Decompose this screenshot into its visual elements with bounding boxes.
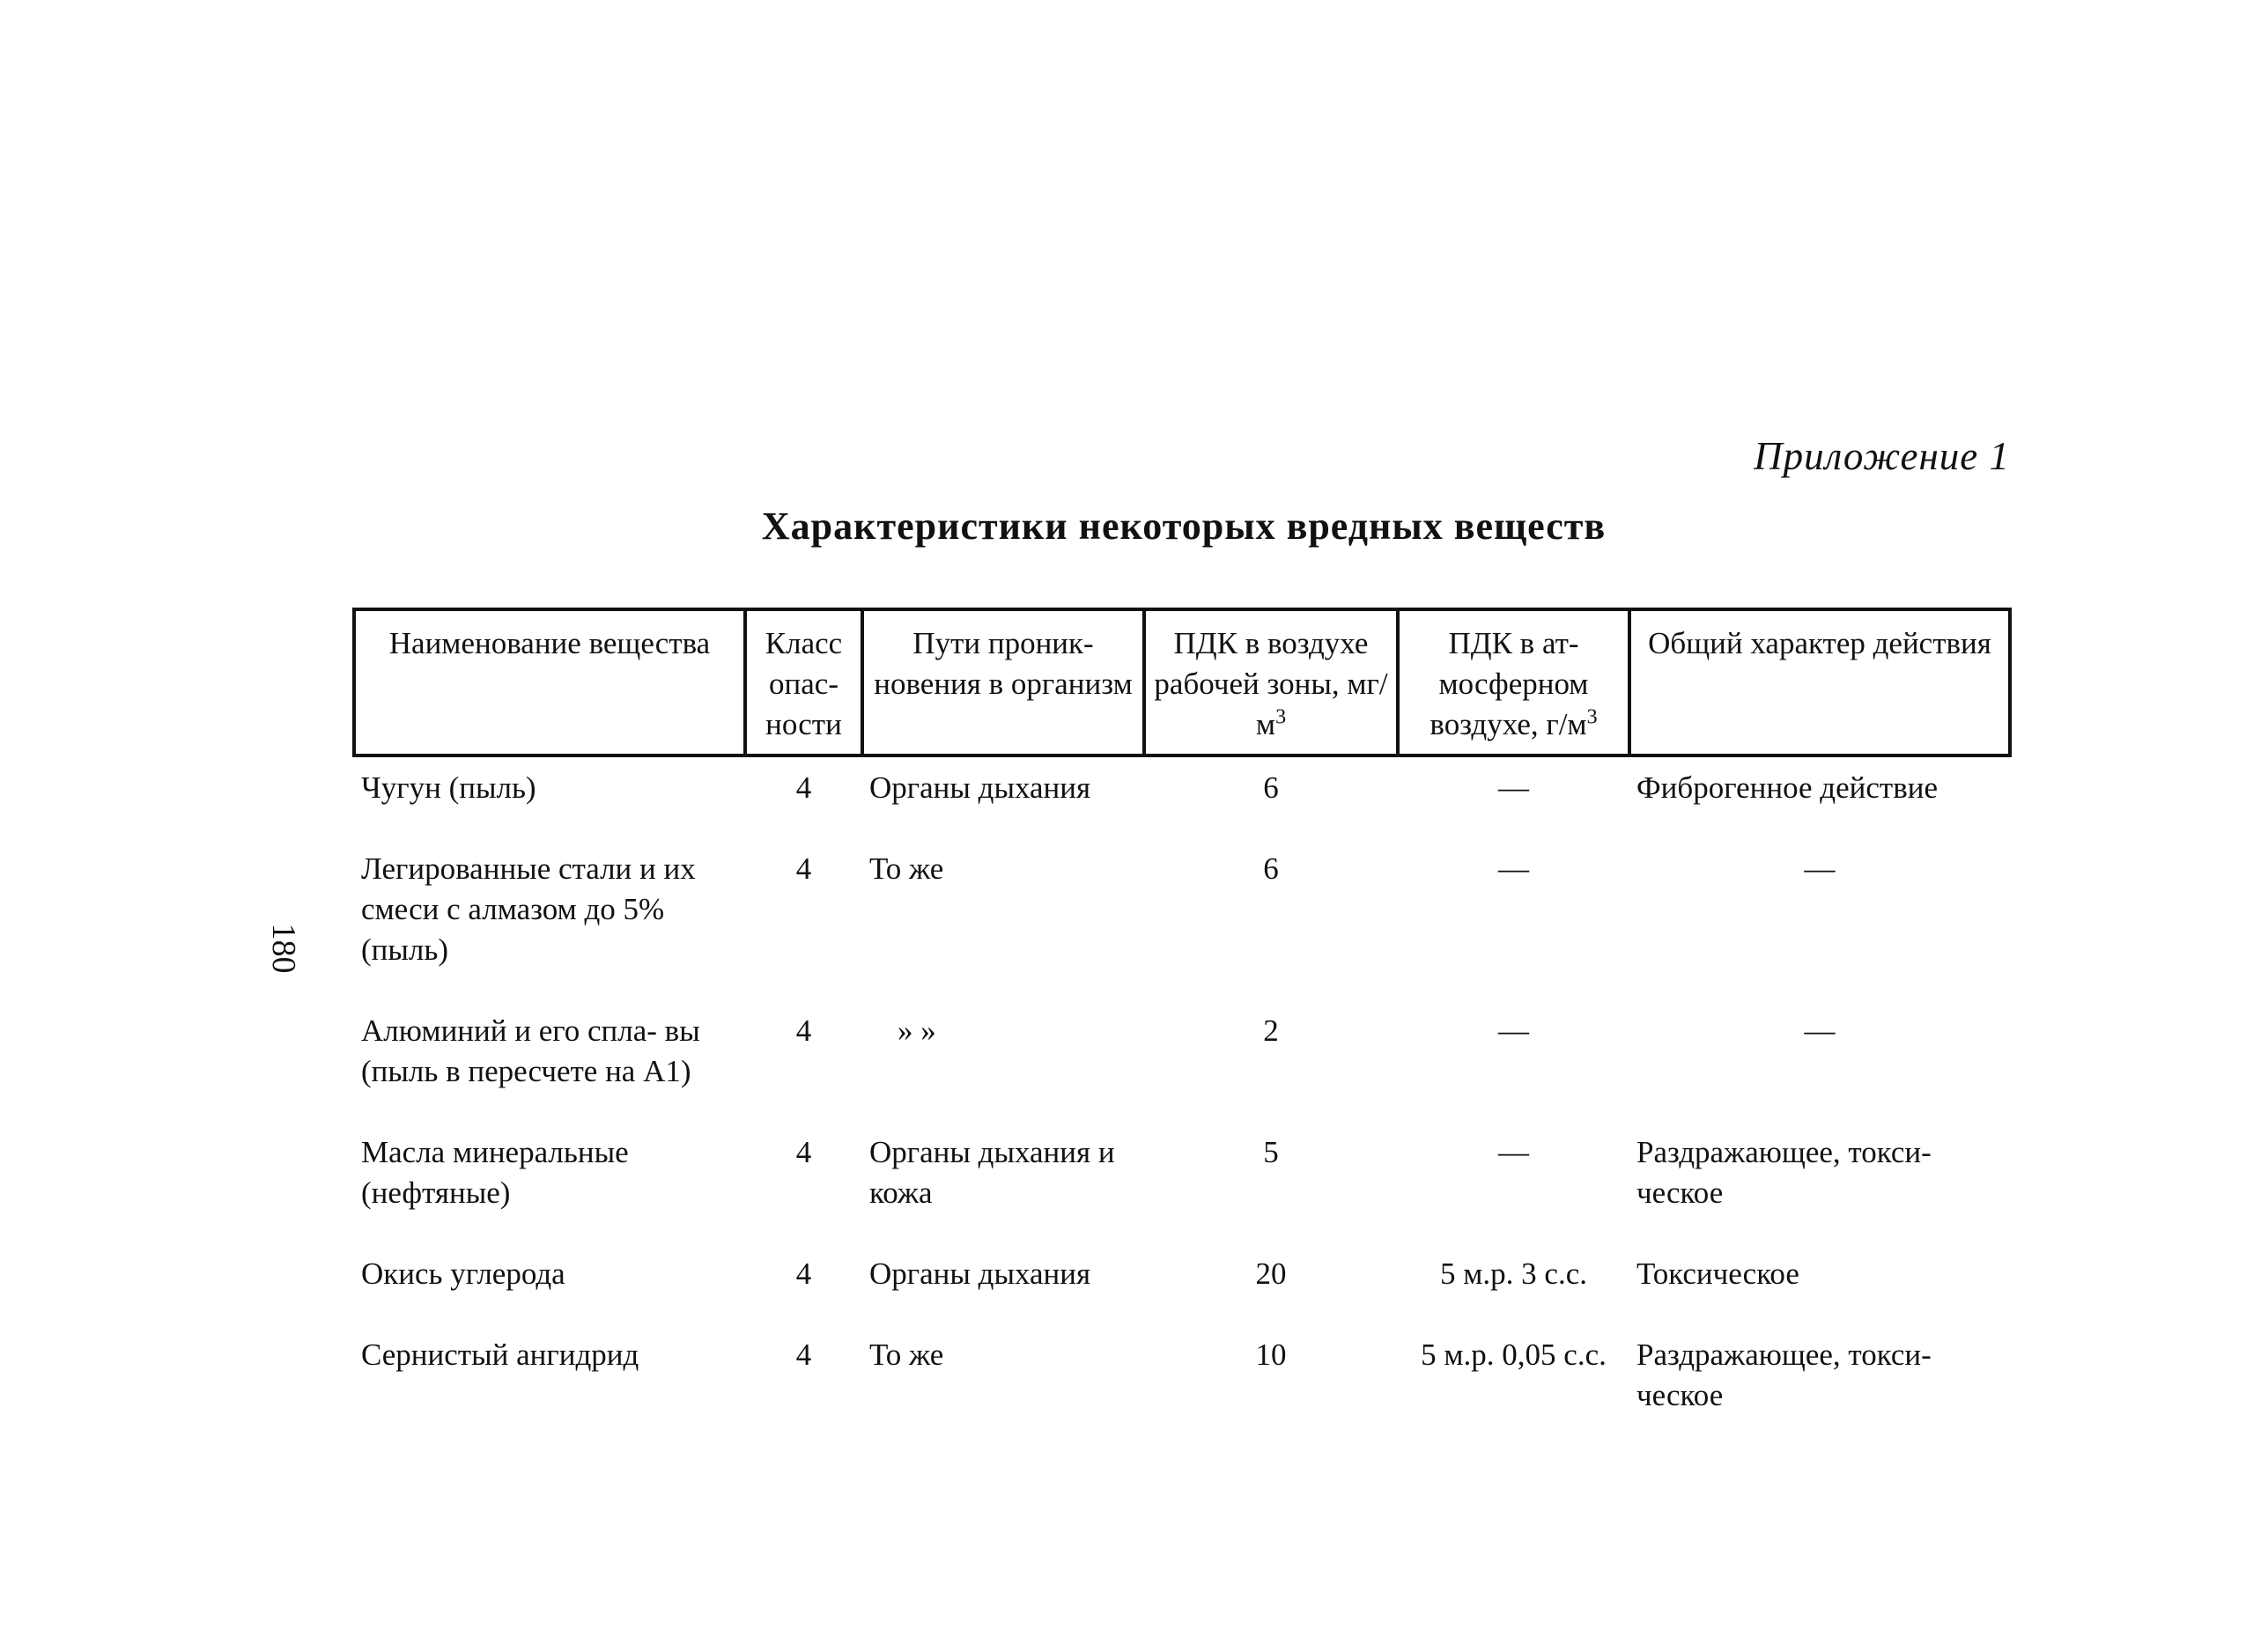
table-header-row: [354, 609, 2010, 755]
cell-effect: Фиброгенное действие: [1636, 770, 1938, 805]
appendix-label: Приложение 1: [1754, 434, 2010, 478]
cell-effect: Раздражающее, токси- ческое: [1636, 1338, 1932, 1412]
header-pdk-work-sup: 3: [1275, 705, 1287, 729]
header-routes: Пути проник- новения в организм: [862, 609, 1144, 755]
cell-pdk-atm: —: [1498, 851, 1529, 886]
table-row: [354, 1000, 2010, 1122]
cell-hazard-class: 4: [795, 851, 812, 886]
cell-effect: Токсическое: [1636, 1256, 1799, 1291]
cell-pdk-work: 2: [1263, 1013, 1279, 1048]
cell-effect: Раздражающее, токси- ческое: [1636, 1135, 1932, 1210]
cell-name: Масла минеральные (нефтяные): [361, 1135, 629, 1210]
cell-pdk-work: 6: [1263, 770, 1279, 805]
cell-effect: —: [1804, 1013, 1836, 1048]
table-row: [354, 1122, 2010, 1243]
cell-hazard-class: 4: [795, 1338, 812, 1372]
cell-pdk-work: 6: [1263, 851, 1279, 886]
table-header: [354, 609, 2010, 755]
cell-name: Алюминий и его спла- вы (пыль в пересчете на А1): [361, 1013, 700, 1088]
cell-routes: Органы дыхания: [869, 770, 1091, 805]
cell-routes: » »: [898, 1013, 936, 1048]
table-body: [354, 755, 2010, 1416]
header-pdk-atm-sup: 3: [1586, 705, 1598, 729]
header-pdk-work: [1144, 609, 1398, 755]
header-pdk-atm-text: ПДК в ат- мосферном воздухе, г/м: [1430, 626, 1589, 741]
cell-routes: Органы дыхания: [869, 1256, 1091, 1291]
cell-routes: То же: [869, 851, 944, 886]
header-effect: Общий характер действия: [1629, 609, 2010, 755]
table-row: [354, 1243, 2010, 1324]
cell-name: Сернистый ангидрид: [361, 1338, 639, 1372]
table-row: [354, 1324, 2010, 1416]
cell-hazard-class: 4: [795, 1256, 812, 1291]
hazardous-substances-table: [352, 608, 2012, 1416]
header-name: Наименование вещества: [354, 609, 745, 755]
cell-pdk-atm: 5 м.р. 3 с.с.: [1440, 1256, 1587, 1291]
header-pdk-atm: [1398, 609, 1629, 755]
cell-pdk-atm: —: [1498, 770, 1529, 805]
cell-pdk-work: 10: [1255, 1338, 1287, 1372]
page-number: 180: [265, 923, 302, 974]
cell-pdk-atm: —: [1498, 1013, 1529, 1048]
cell-pdk-atm: —: [1498, 1135, 1529, 1169]
header-hazard-class: Класс опас- ности: [745, 609, 862, 755]
header-pdk-work-text: ПДК в воздухе рабочей зоны, мг/м: [1154, 626, 1388, 741]
cell-hazard-class: 4: [795, 770, 812, 805]
cell-name: Окись углерода: [361, 1256, 565, 1291]
document-title: Характеристики некоторых вредных веществ: [761, 505, 1607, 548]
cell-hazard-class: 4: [795, 1013, 812, 1048]
cell-effect: —: [1804, 851, 1836, 886]
cell-name: Легированные стали и их смеси с алмазом до 5% (пыль): [361, 851, 696, 967]
cell-name: Чугун (пыль): [361, 770, 536, 805]
cell-pdk-work: 20: [1255, 1256, 1287, 1291]
table-row: [354, 838, 2010, 1000]
table-row: [354, 755, 2010, 838]
cell-routes: То же: [869, 1338, 944, 1372]
cell-routes: Органы дыхания и кожа: [869, 1135, 1115, 1210]
cell-pdk-work: 5: [1263, 1135, 1279, 1169]
cell-hazard-class: 4: [795, 1135, 812, 1169]
cell-pdk-atm: 5 м.р. 0,05 с.с.: [1421, 1338, 1607, 1372]
